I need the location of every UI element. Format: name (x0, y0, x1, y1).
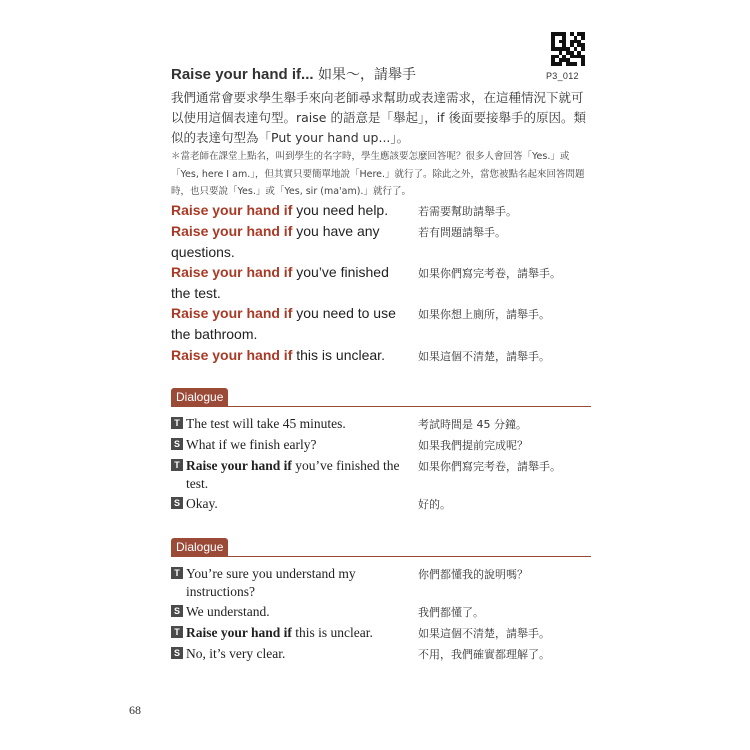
example-sentence (171, 303, 591, 345)
qr-code-icon (551, 32, 585, 66)
dialogue-keyphrase: Raise your hand if (186, 458, 292, 473)
speaker-badge: T (171, 459, 183, 471)
dialogue-tab: Dialogue (171, 538, 228, 556)
speaker-badge: T (171, 417, 183, 429)
dialogue-line (171, 645, 591, 663)
section-title (171, 64, 416, 84)
dialogue-text: The test will take 45 minutes. (186, 416, 346, 431)
speaker-badge: S (171, 647, 183, 659)
dialogue-translation: 如果這個不清楚，請舉手。 (418, 627, 550, 640)
dialogue-line (171, 457, 591, 493)
audio-track-label: P3_012 (546, 71, 579, 81)
dialogue-translation: 我們都懂了。 (418, 606, 484, 619)
example-rest: you need to use the bathroom. (171, 305, 396, 342)
usage-note: ＊當老師在課堂上點名，叫到學生的名字時，學生應該要怎麼回答呢？很多人會回答「Yes.」或「Yes, here I am.」，但其實只要簡單地說「Here.」就行了。除此之外，當您被點名起來回答問題時，也只要說「Yes.」或「Yes, sir (ma'am).」就行了。 (171, 151, 585, 197)
dialogue-line (171, 436, 591, 454)
speaker-badge: T (171, 567, 183, 579)
dialogue-text: You’re sure you understand my instructions? (186, 566, 356, 599)
example-translation: 若有問題請舉手。 (418, 226, 506, 239)
dialogue-line (171, 415, 591, 433)
example-rest: you’ve finished the test. (171, 264, 389, 301)
section-title-en: Raise your hand if... (171, 66, 314, 83)
example-keyphrase: Raise your hand if (171, 223, 293, 239)
dialogue-keyphrase: Raise your hand if (186, 625, 292, 640)
dialogue-header (171, 388, 591, 408)
speaker-badge: S (171, 605, 183, 617)
dialogue-line (171, 495, 591, 513)
speaker-badge: T (171, 626, 183, 638)
example-sentence (171, 345, 591, 366)
dialogue-translation: 你們都懂我的說明嗎？ (418, 568, 528, 581)
example-sentence (171, 200, 591, 221)
example-rest: you have any questions. (171, 223, 380, 260)
dialogue-text: What if we finish early? (186, 437, 317, 452)
example-sentence (171, 262, 591, 304)
example-translation: 如果你們寫完考卷，請舉手。 (418, 267, 561, 280)
speaker-badge: S (171, 438, 183, 450)
dialogue-line (171, 624, 591, 642)
dialogue-translation: 不用，我們確實都理解了。 (418, 648, 550, 661)
example-translation: 如果這個不清楚，請舉手。 (418, 350, 550, 363)
dialogue-line (171, 603, 591, 621)
dialogue-header (171, 538, 591, 558)
dialogue-translation: 考試時間是 45 分鐘。 (418, 418, 527, 431)
intro-paragraph: 我們通常會要求學生舉手來向老師尋求幫助或表達需求，在這種情況下就可以使用這個表達句型。raise 的語意是「舉起」，if 後面要接舉手的原因。類似的表達句型為「Put your hand up...」。 (171, 90, 587, 145)
example-rest: this is unclear. (292, 347, 385, 363)
dialogue-text: Okay. (186, 496, 218, 511)
example-keyphrase: Raise your hand if (171, 264, 293, 280)
dialogue-text: you’ve finished the test. (186, 458, 400, 491)
example-translation: 若需要幫助請舉手。 (418, 205, 517, 218)
dialogue-rule (171, 406, 591, 407)
dialogue-line (171, 565, 591, 601)
example-keyphrase: Raise your hand if (171, 347, 293, 363)
example-rest: you need help. (292, 202, 389, 218)
example-keyphrase: Raise your hand if (171, 305, 293, 321)
dialogue-translation: 如果我們提前完成呢？ (418, 439, 528, 452)
speaker-badge: S (171, 497, 183, 509)
dialogue-text: No, it’s very clear. (186, 646, 286, 661)
dialogue-tab: Dialogue (171, 388, 228, 406)
dialogue-translation: 好的。 (418, 498, 451, 511)
example-translation: 如果你想上廁所，請舉手。 (418, 308, 550, 321)
example-sentence (171, 221, 591, 263)
dialogue-text: We understand. (186, 604, 270, 619)
dialogue-rule (171, 556, 591, 557)
dialogue-translation: 如果你們寫完考卷，請舉手。 (418, 460, 561, 473)
dialogue-text: this is unclear. (291, 625, 373, 640)
section-title-zh: 如果～，請舉手 (313, 67, 416, 83)
page-number: 68 (129, 703, 141, 717)
example-keyphrase: Raise your hand if (171, 202, 293, 218)
